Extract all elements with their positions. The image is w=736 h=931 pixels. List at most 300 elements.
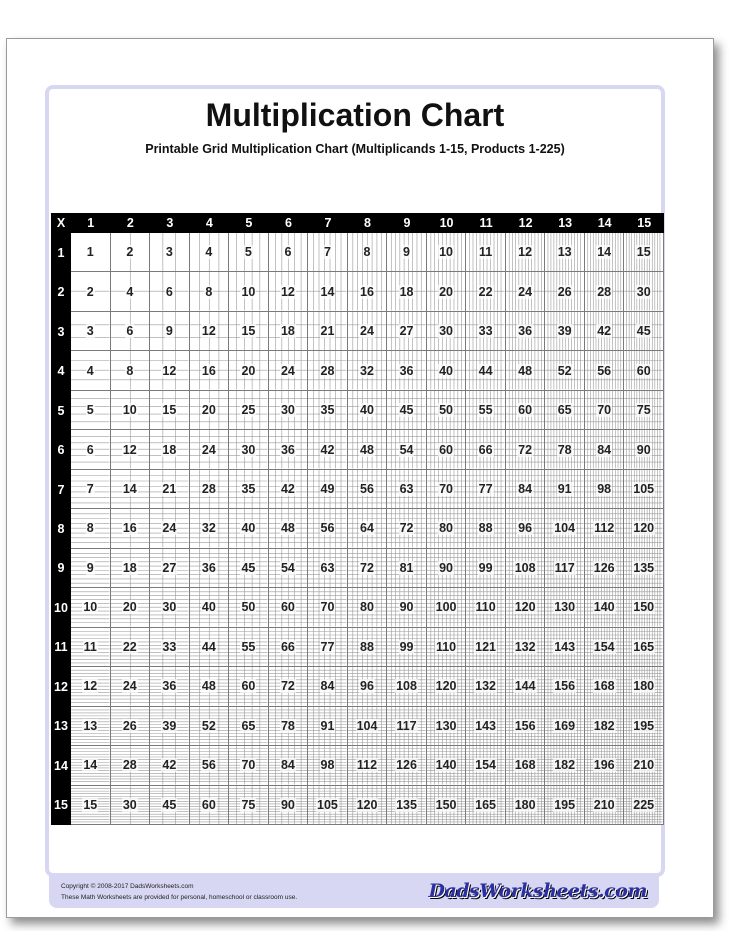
product-value: 2 (126, 245, 134, 260)
product-value: 90 (280, 797, 295, 812)
product-cell (111, 470, 151, 509)
product-cell (545, 746, 585, 785)
product-cell (348, 549, 388, 588)
product-cell (348, 470, 388, 509)
product-value: 40 (241, 521, 256, 536)
column-header: 9 (387, 213, 427, 233)
product-value: 16 (122, 521, 137, 536)
product-cell (229, 707, 269, 746)
product-value: 13 (557, 245, 572, 260)
product-cell (229, 786, 269, 825)
product-cell (150, 391, 190, 430)
row-header: 2 (51, 272, 71, 311)
product-value: 48 (518, 363, 533, 378)
product-value: 63 (399, 482, 414, 497)
product-value: 63 (320, 560, 335, 575)
product-cell (506, 746, 546, 785)
product-cell (348, 233, 388, 272)
product-cell (466, 786, 506, 825)
product-value: 121 (475, 639, 497, 654)
product-cell (308, 312, 348, 351)
product-value: 5 (244, 245, 252, 260)
row-header: 4 (51, 351, 71, 390)
product-cell (624, 470, 664, 509)
product-cell (427, 391, 467, 430)
product-cell (545, 509, 585, 548)
product-cell (111, 351, 151, 390)
product-value: 56 (320, 521, 335, 536)
row-header: 15 (51, 786, 71, 825)
product-cell (506, 667, 546, 706)
product-value: 39 (162, 718, 177, 733)
product-cell (387, 509, 427, 548)
product-value: 126 (593, 560, 615, 575)
product-cell (111, 312, 151, 351)
product-cell (545, 470, 585, 509)
product-cell (308, 272, 348, 311)
product-cell (111, 707, 151, 746)
product-cell (71, 667, 111, 706)
product-value: 140 (593, 600, 615, 615)
product-cell (229, 549, 269, 588)
product-cell (348, 272, 388, 311)
product-cell (466, 233, 506, 272)
product-cell (190, 233, 230, 272)
product-cell (585, 746, 625, 785)
product-cell (111, 786, 151, 825)
product-value: 91 (557, 482, 572, 497)
product-cell (545, 351, 585, 390)
product-cell (111, 549, 151, 588)
product-cell (348, 312, 388, 351)
product-cell (387, 628, 427, 667)
product-cell (387, 272, 427, 311)
product-cell (111, 746, 151, 785)
product-value: 56 (201, 758, 216, 773)
product-cell (150, 509, 190, 548)
product-value: 140 (435, 758, 457, 773)
row-header: 8 (51, 509, 71, 548)
product-cell (150, 707, 190, 746)
product-value: 135 (396, 797, 417, 812)
column-header: 14 (585, 213, 625, 233)
product-value: 15 (636, 245, 651, 260)
product-cell (624, 272, 664, 311)
product-cell (111, 233, 151, 272)
row-header: 1 (51, 233, 71, 272)
footer-bar (49, 876, 659, 908)
product-value: 117 (554, 560, 575, 575)
product-cell (190, 628, 230, 667)
product-value: 24 (360, 324, 374, 339)
product-cell (466, 746, 506, 785)
product-value: 168 (593, 679, 615, 694)
product-cell (624, 667, 664, 706)
product-value: 52 (557, 363, 572, 378)
product-cell (506, 233, 546, 272)
product-cell (466, 509, 506, 548)
product-cell (269, 746, 309, 785)
product-value: 210 (593, 797, 615, 812)
product-value: 75 (241, 797, 256, 812)
product-cell (269, 430, 309, 469)
product-cell (387, 430, 427, 469)
product-value: 168 (514, 758, 536, 773)
product-cell (111, 667, 151, 706)
product-value: 18 (162, 442, 177, 457)
column-header: 8 (348, 213, 388, 233)
product-cell (111, 628, 151, 667)
product-value: 66 (478, 442, 493, 457)
product-value: 9 (165, 324, 173, 339)
product-value: 117 (396, 718, 417, 733)
product-cell (348, 351, 388, 390)
product-cell (506, 470, 546, 509)
product-value: 108 (396, 679, 417, 694)
product-cell (387, 391, 427, 430)
disclaimer-text: These Math Worksheets are provided for personal, homeschool or classroom use. (61, 894, 298, 901)
product-value: 88 (360, 639, 374, 654)
product-value: 84 (518, 482, 533, 497)
product-value: 27 (162, 560, 177, 575)
column-header: 7 (308, 213, 348, 233)
product-cell (308, 509, 348, 548)
product-value: 182 (554, 758, 576, 773)
product-value: 126 (396, 758, 417, 773)
product-value: 15 (162, 403, 177, 418)
column-header: 11 (466, 213, 506, 233)
product-value: 27 (399, 324, 414, 339)
product-value: 14 (320, 284, 335, 299)
product-cell (229, 233, 269, 272)
product-value: 32 (201, 521, 216, 536)
product-value: 36 (518, 324, 533, 339)
product-cell (506, 628, 546, 667)
product-value: 30 (280, 403, 295, 418)
product-cell (190, 786, 230, 825)
product-value: 84 (597, 442, 612, 457)
product-cell (427, 786, 467, 825)
product-value: 20 (122, 600, 137, 615)
product-value: 18 (399, 284, 414, 299)
product-cell (229, 667, 269, 706)
product-cell (427, 430, 467, 469)
product-cell (308, 233, 348, 272)
product-value: 30 (162, 600, 177, 615)
product-cell (585, 588, 625, 627)
copyright-text: Copyright © 2008-2017 DadsWorksheets.com (61, 883, 194, 890)
product-cell (150, 233, 190, 272)
product-value: 20 (241, 363, 256, 378)
product-value: 130 (554, 600, 576, 615)
row-header: 14 (51, 746, 71, 785)
product-value: 110 (475, 600, 496, 615)
product-cell (348, 746, 388, 785)
product-cell (427, 312, 467, 351)
product-cell (269, 312, 309, 351)
product-value: 120 (514, 600, 536, 615)
product-value: 48 (280, 521, 295, 536)
corner-header: X (51, 213, 71, 233)
product-cell (624, 351, 664, 390)
product-cell (387, 667, 427, 706)
product-value: 72 (360, 560, 374, 575)
product-value: 96 (518, 521, 533, 536)
product-cell (190, 588, 230, 627)
product-value: 44 (201, 639, 216, 654)
product-value: 3 (165, 245, 173, 260)
product-value: 36 (280, 442, 295, 457)
product-cell (229, 746, 269, 785)
product-cell (624, 786, 664, 825)
product-value: 12 (122, 442, 137, 457)
product-cell (269, 628, 309, 667)
product-value: 210 (633, 758, 655, 773)
product-cell (387, 786, 427, 825)
column-header: 3 (150, 213, 190, 233)
product-cell (585, 786, 625, 825)
product-value: 30 (122, 797, 137, 812)
product-cell (348, 430, 388, 469)
product-value: 11 (478, 245, 493, 260)
product-cell (506, 588, 546, 627)
product-value: 45 (399, 403, 414, 418)
product-cell (545, 786, 585, 825)
product-cell (190, 707, 230, 746)
product-value: 72 (280, 679, 295, 694)
product-cell (111, 272, 151, 311)
product-value: 30 (636, 284, 651, 299)
product-value: 25 (241, 403, 256, 418)
product-cell (190, 470, 230, 509)
product-value: 104 (554, 521, 576, 536)
product-value: 22 (478, 284, 493, 299)
product-value: 98 (320, 758, 335, 773)
product-value: 180 (514, 797, 536, 812)
product-value: 169 (554, 718, 576, 733)
product-cell (269, 470, 309, 509)
product-value: 12 (83, 679, 98, 694)
product-cell (229, 628, 269, 667)
product-value: 2 (86, 284, 94, 299)
column-header: 5 (229, 213, 269, 233)
product-cell (308, 470, 348, 509)
product-cell (624, 588, 664, 627)
product-value: 45 (162, 797, 177, 812)
product-cell (427, 746, 467, 785)
product-cell (111, 391, 151, 430)
product-cell (585, 312, 625, 351)
product-cell (387, 746, 427, 785)
product-cell (348, 786, 388, 825)
product-value: 6 (165, 284, 173, 299)
page-title: Multiplication Chart (205, 97, 505, 133)
product-value: 60 (241, 679, 256, 694)
product-cell (190, 509, 230, 548)
product-value: 66 (280, 639, 295, 654)
product-cell (269, 707, 309, 746)
row-header: 7 (51, 470, 71, 509)
product-cell (585, 707, 625, 746)
product-value: 150 (435, 797, 457, 812)
product-value: 24 (518, 284, 533, 299)
product-value: 35 (241, 482, 256, 497)
product-value: 112 (594, 521, 615, 536)
product-value: 24 (280, 363, 295, 378)
product-cell (229, 391, 269, 430)
product-value: 130 (435, 718, 457, 733)
product-value: 36 (201, 560, 216, 575)
product-value: 15 (83, 797, 98, 812)
product-value: 33 (162, 639, 177, 654)
product-value: 10 (439, 245, 454, 260)
product-cell (269, 549, 309, 588)
product-value: 20 (439, 284, 454, 299)
product-cell (624, 628, 664, 667)
product-value: 10 (83, 600, 98, 615)
product-value: 42 (280, 482, 295, 497)
product-cell (71, 786, 111, 825)
product-cell (71, 272, 111, 311)
product-cell (624, 509, 664, 548)
product-value: 30 (439, 324, 454, 339)
product-value: 225 (633, 797, 655, 812)
product-cell (585, 470, 625, 509)
product-cell (427, 667, 467, 706)
product-cell (466, 549, 506, 588)
product-value: 112 (356, 758, 378, 773)
product-value: 16 (360, 284, 374, 299)
product-value: 28 (122, 758, 137, 773)
product-cell (308, 628, 348, 667)
product-cell (229, 470, 269, 509)
product-cell (466, 707, 506, 746)
product-cell (466, 391, 506, 430)
product-value: 48 (360, 442, 374, 457)
product-cell (348, 509, 388, 548)
column-header: 6 (269, 213, 309, 233)
product-cell (624, 707, 664, 746)
product-cell (308, 786, 348, 825)
product-cell (585, 351, 625, 390)
product-value: 21 (162, 482, 177, 497)
column-header: 13 (545, 213, 585, 233)
product-cell (269, 588, 309, 627)
product-cell (71, 430, 111, 469)
product-cell (545, 233, 585, 272)
product-cell (150, 470, 190, 509)
product-value: 143 (554, 639, 576, 654)
product-cell (71, 391, 111, 430)
product-cell (111, 430, 151, 469)
product-cell (150, 549, 190, 588)
product-value: 12 (162, 363, 177, 378)
product-value: 40 (439, 363, 454, 378)
product-value: 135 (633, 560, 655, 575)
product-value: 28 (201, 482, 216, 497)
product-cell (190, 430, 230, 469)
row-header: 3 (51, 312, 71, 351)
product-cell (269, 509, 309, 548)
product-value: 8 (363, 245, 371, 260)
product-cell (71, 233, 111, 272)
product-value: 70 (597, 403, 612, 418)
product-cell (308, 707, 348, 746)
product-cell (585, 667, 625, 706)
product-cell (506, 549, 546, 588)
product-cell (71, 470, 111, 509)
product-cell (387, 707, 427, 746)
product-cell (506, 272, 546, 311)
product-cell (150, 272, 190, 311)
product-value: 9 (403, 245, 410, 260)
product-value: 33 (478, 324, 493, 339)
product-value: 14 (597, 245, 612, 260)
product-value: 132 (514, 639, 536, 654)
product-value: 90 (399, 600, 414, 615)
product-cell (545, 667, 585, 706)
product-value: 12 (280, 284, 295, 299)
product-value: 77 (478, 482, 493, 497)
product-cell (71, 351, 111, 390)
product-cell (427, 351, 467, 390)
product-value: 154 (593, 639, 615, 654)
product-value: 80 (360, 600, 374, 615)
column-header: 12 (506, 213, 546, 233)
product-value: 72 (518, 442, 533, 457)
product-cell (387, 549, 427, 588)
product-cell (506, 509, 546, 548)
product-value: 65 (241, 718, 256, 733)
product-value: 24 (162, 521, 177, 536)
product-cell (269, 272, 309, 311)
product-cell (427, 272, 467, 311)
product-value: 42 (320, 442, 335, 457)
product-value: 54 (280, 560, 295, 575)
row-header: 5 (51, 391, 71, 430)
row-header: 11 (51, 628, 71, 667)
product-value: 196 (593, 758, 615, 773)
product-value: 6 (86, 442, 94, 457)
product-cell (348, 628, 388, 667)
product-value: 55 (241, 639, 256, 654)
product-value: 72 (399, 521, 414, 536)
product-cell (466, 430, 506, 469)
product-value: 40 (360, 403, 374, 418)
product-cell (269, 351, 309, 390)
product-cell (348, 707, 388, 746)
product-cell (348, 391, 388, 430)
product-cell (348, 667, 388, 706)
product-cell (624, 391, 664, 430)
product-cell (150, 628, 190, 667)
dadsworksheets-logo: DadsWorksheets.com (428, 880, 647, 902)
product-value: 154 (475, 758, 497, 773)
product-cell (229, 509, 269, 548)
product-cell (269, 233, 309, 272)
product-cell (308, 430, 348, 469)
product-value: 7 (323, 245, 331, 260)
product-value: 156 (514, 718, 536, 733)
product-cell (545, 312, 585, 351)
product-value: 6 (284, 245, 292, 260)
product-value: 18 (122, 560, 137, 575)
product-cell (506, 351, 546, 390)
multiplication-grid (51, 213, 664, 825)
product-cell (190, 351, 230, 390)
product-cell (585, 509, 625, 548)
product-cell (585, 628, 625, 667)
